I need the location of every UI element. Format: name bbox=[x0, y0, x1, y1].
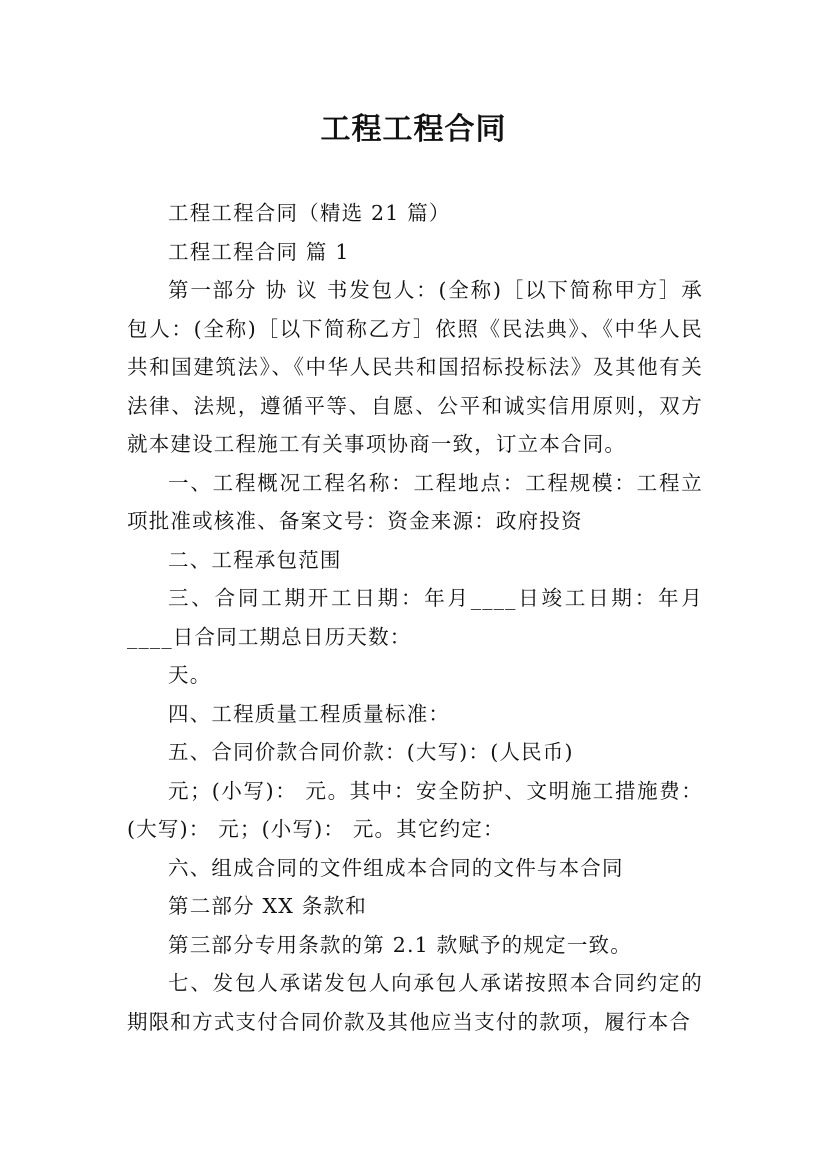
paragraph-contract-period: 三、合同工期开工日期：年月____日竣工日期：年月____日合同工期总日历天数： bbox=[127, 586, 703, 649]
paragraph-part-two: 第二部分 XX 条款和 bbox=[168, 894, 367, 918]
paragraph-chapter-heading: 工程工程合同 篇 1 bbox=[168, 239, 350, 264]
paragraph-collection-title: 工程工程合同（精选 21 篇） bbox=[168, 201, 451, 225]
paragraph-price-details: 元；(小写)： 元。其中：安全防护、文明施工措施费：(大写)： 元；(小写)： 元。其它约定： bbox=[127, 778, 703, 841]
paragraph-scope: 二、工程承包范围 bbox=[168, 547, 342, 572]
paragraph-contract-documents: 六、组成合同的文件组成本合同的文件与本合同 bbox=[168, 855, 624, 880]
document-body bbox=[127, 194, 703, 1041]
document-title: 工程工程合同 bbox=[320, 112, 507, 147]
paragraph-employer-commitment: 七、发包人承诺发包人向承包人承诺按照本合同约定的期限和方式支付合同价款及其他应当支付的款项，履行本合 bbox=[127, 971, 703, 1034]
paragraph-part-three: 第三部分专用条款的第 2.1 款赋予的规定一致。 bbox=[168, 932, 632, 957]
paragraph-days: 天。 bbox=[168, 663, 212, 687]
paragraph-project-overview: 一、工程概况工程名称：工程地点：工程规模：工程立项批准或核准、备案文号：资金来源：政府投资 bbox=[127, 470, 703, 533]
paragraph-quality: 四、工程质量工程质量标准： bbox=[168, 701, 451, 726]
paragraph-contract-price: 五、合同价款合同价款：(大写)：(人民币) bbox=[168, 740, 574, 764]
paragraph-agreement-intro: 第一部分 协 议 书发包人：(全称)［以下简称甲方］承包人：(全称)［以下简称乙方］依照《民法典》、《中华人民共和国建筑法》、《中华人民共和国招标投标法》及其他有关法律、法规，遵循平等、自愿、公平和诚实信用原则，双方就本建设工程施工有关事项协商一致，订立本合同。 bbox=[127, 278, 703, 456]
